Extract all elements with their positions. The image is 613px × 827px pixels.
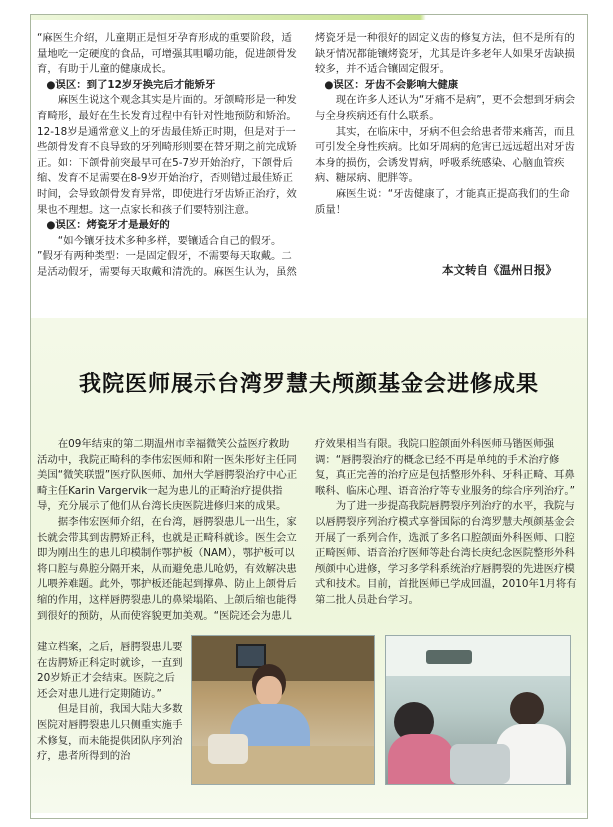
myth-paragraph-3a: 现在许多人还认为“牙痛不是病”，更不会想到牙病会与全身疾病还有什么联系。 — [315, 94, 576, 122]
intro-paragraph: “麻医生介绍，儿童期正是恒牙孕育形成的重要阶段，适量地吃一定硬度的食品，可增强其咀嚼功能，促进颌骨发育，有助于儿童的健康成长。 — [37, 32, 297, 76]
top-left-column — [37, 31, 299, 281]
myth-paragraph-1: 麻医生说这个观念其实是片面的。牙颌畸形是一种发育畸形，最好在生长发育过程中有针对性地预防和矫治。12-18岁是通常意义上的牙齿最佳矫正时期，但是对于一些颌骨发育不良导致的牙列畸形则要在替牙期之前完成矫正。如：下颌骨前突最早可在5-7岁开始治疗，下颌骨后缩、发育不足需要在8-9岁开始治疗，否则错过最佳矫正时间，会导致颌骨发育异常，即使进行牙齿矫正治疗，效果也不理想。这一点家长和孩子们要特别注意。 — [37, 94, 297, 216]
myth-paragraph-3c: 麻医生说：“牙齿健康了，才能真正提高我们的生命质量！ — [315, 187, 570, 216]
article-left-column — [37, 437, 299, 624]
myth-paragraph-3b: 其实，在临床中，牙病不但会给患者带来痛苦，而且可引发全身性疾病。比如牙周病的危害已远远超出对牙齿本身的损伤，会诱发胃病，呼吸系统感染、心脑血管疾病、糖尿病、肥胖等。 — [315, 125, 575, 185]
article-paragraph-1: 在09年结束的第二期温州市幸福微笑公益医疗救助活动中，我院正畸科的李伟宏医师和附一医朱彤好主任同美国“微笑联盟”医疗队医师、加州大学唇腭裂治疗中心正畸主任Karin Vargervik一起为患儿的正畸治疗提供指导，充分展示了他们从台湾长庚医院进修归来的成果。 — [37, 438, 298, 513]
myth-heading-3: ●误区：牙齿不会影响大健康 — [324, 78, 459, 91]
article-paragraph-3: 建立档案，之后，唇腭裂患儿要在齿腭矫正科定时就诊，一直到20岁矫正才会结束。医院之后还会对患儿进行定期随访。” — [37, 641, 183, 700]
porcelain-paragraph: 烤瓷牙是一种很好的固定义齿的修复方法，但不是所有的缺牙情况都能镶烤瓷牙，尤其是许多老年人如果牙齿缺损较多，并不适合镶固定假牙。 — [315, 32, 575, 76]
top-accent-band — [31, 15, 587, 20]
source-credit: 本文转自《温州日报》 — [442, 263, 557, 277]
article-right-column — [315, 437, 577, 609]
article-left-narrow-column — [37, 640, 185, 765]
myth-heading-1: ●误区：到了12岁牙换完后才能矫牙 — [46, 78, 216, 91]
myth-paragraph-2b: ”假牙有两种类型：一是固定假牙，不需要每天取戴。二是活动假牙，需要每天取戴和清洗的。麻医生认为，虽然 — [37, 250, 297, 278]
myth-heading-2: ●误区：烤瓷牙才是最好的 — [46, 219, 170, 232]
top-right-column — [315, 31, 577, 218]
photo-dental-treatment — [385, 635, 571, 785]
article-paragraph-4: 但是目前，我国大陆大多数医院对唇腭裂患儿只侧重实施手术修复，而未能提供团队序列治疗，患者所得到的治 — [37, 703, 183, 763]
article-paragraph-2: 据李伟宏医师介绍，在台湾，唇腭裂患儿一出生，家长就会带其到齿腭矫正科，也就是正畸科就诊。医生会立即为刚出生的患儿印模制作鄂护板（NAM），鄂护板可以将口腔与鼻腔分隔开来，从而避免患儿呛奶，有效解决患儿喂养难题。此外，鄂护板还能起到撑鼻、防止上颌骨后缩的作用，这样唇腭裂患儿的鼻梁塌陷、上颌后缩也能得到很好的预防，从而使容貌更加美观。“医院还会为患儿 — [37, 515, 297, 622]
article-paragraph-5: 疗效果相当有限。我院口腔颌面外科医师马锴医师强调：“唇腭裂治疗的概念已经不再是单纯的手术治疗修复，真正完善的治疗应是包括整形外科、牙科正畸、耳鼻喉科、临床心理、语音治疗等专业服务的综合序列治疗。” — [315, 438, 575, 497]
page-frame — [30, 14, 588, 819]
article-paragraph-6: 为了进一步提高我院唇腭裂序列治疗的水平，我院与以唇腭裂序列治疗模式享誉国际的台湾罗慧夫颅颜基金会开展了一系列合作，选派了多名口腔颌面外科医师、口腔正畸医师、语音治疗医师等赴台湾长庚纪念医院整形外科颅颜中心进修，学习多学科系统治疗唇腭裂的先进医疗模式和技术。目前，首批医师已学成回温，2010年1月将有第二批人员赴台学习。 — [315, 500, 577, 606]
photo-doctor-with-model — [191, 635, 375, 785]
myth-paragraph-2a: “如今镶牙技术多种多样，要镶适合自己的假牙。 — [57, 234, 282, 247]
article-title: 我院医师展示台湾罗慧夫颅颜基金会进修成果 — [78, 371, 539, 397]
